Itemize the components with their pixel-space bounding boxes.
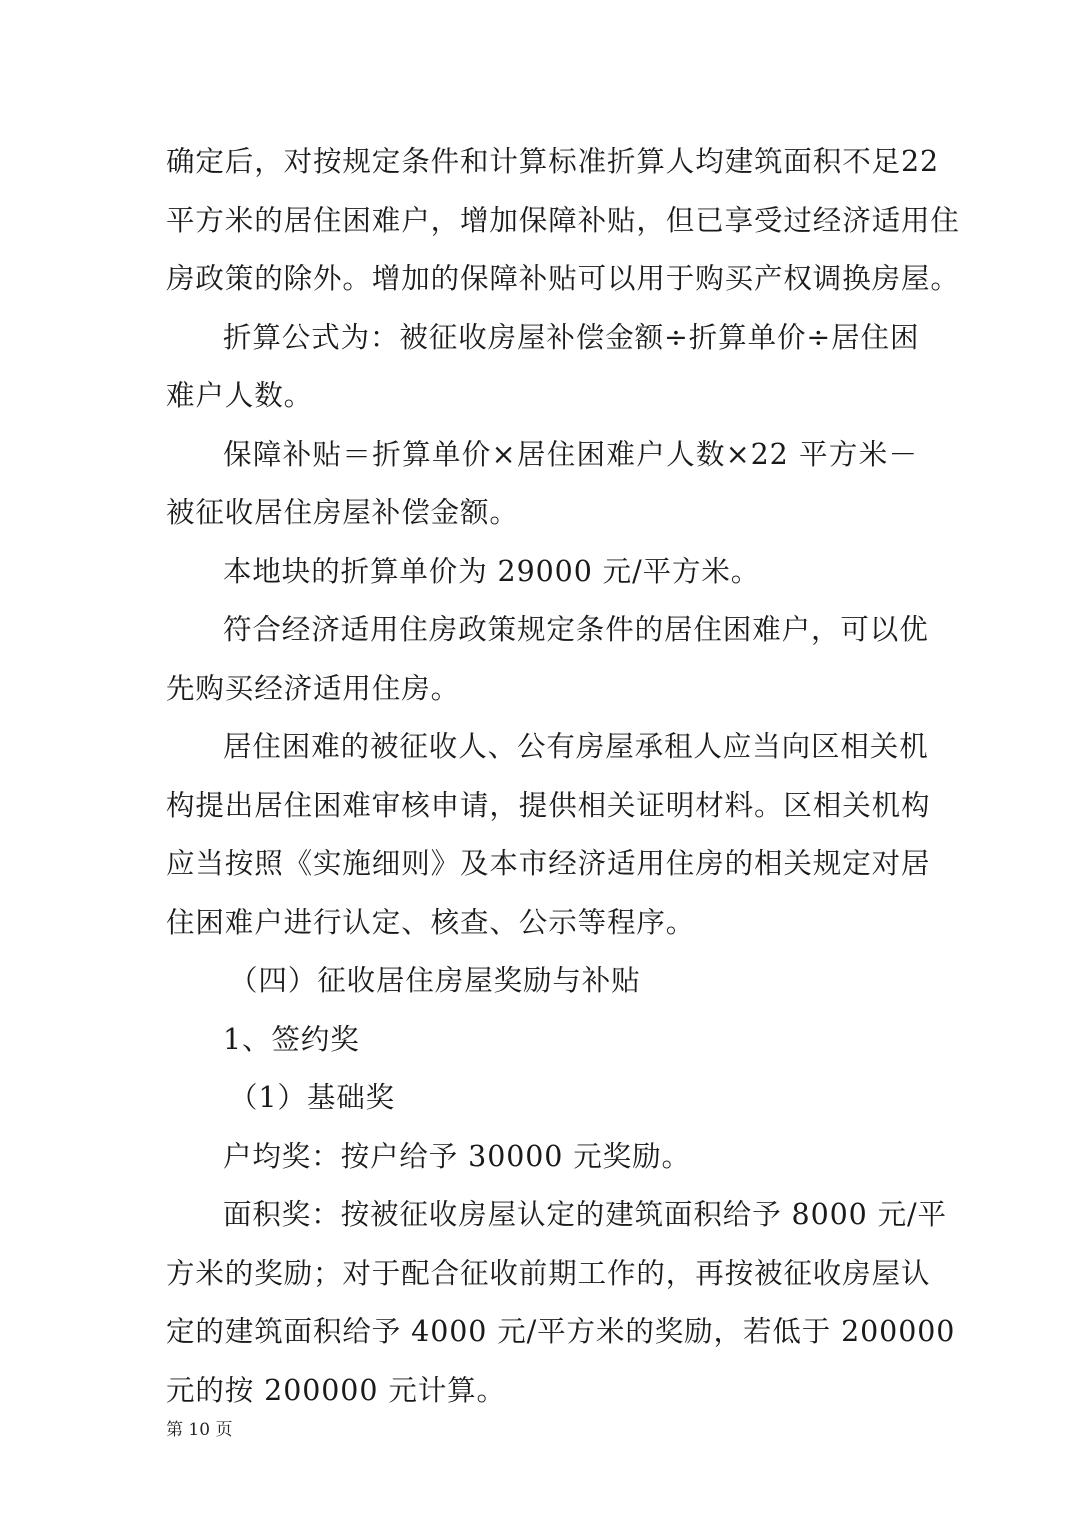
section-heading: （四）征收居住房屋奖励与补贴 (229, 964, 641, 997)
paragraph-line: 先购买经济适用住房。 (166, 671, 461, 705)
paragraph-line: 构提出居住困难审核申请，提供相关证明材料。区相关机构 (166, 788, 931, 822)
area-award-line: 定的建筑面积给予 4000 元/平方米的奖励，若低于 200000 (166, 1315, 956, 1348)
paragraph-line: 住困难户进行认定、核查、公示等程序。 (166, 905, 696, 939)
area-award-line: 方米的奖励；对于配合征收前期工作的，再按被征收房屋认 (166, 1256, 931, 1290)
subsection-heading: 1、签约奖 (223, 1022, 360, 1056)
page-number: 第 10 页 (166, 1420, 233, 1440)
paragraph-line: 应当按照《实施细则》及本市经济适用住房的相关规定对居 (166, 847, 931, 880)
paragraph-line: 居住困难的被征收人、公有房屋承租人应当向区相关机 (223, 730, 929, 763)
document-body (166, 133, 960, 1420)
subsidy-formula-line: 保障补贴＝折算单价×居住困难户人数×22 平方米－ (223, 437, 918, 471)
paragraph-line: 符合经济适用住房政策规定条件的居住困难户，可以优 (223, 613, 929, 646)
paragraph-line: 确定后，对按规定条件和计算标准折算人均建筑面积不足22 (166, 145, 940, 178)
household-award-line: 户均奖：按户给予 30000 元奖励。 (223, 1139, 691, 1173)
subsidy-formula-line: 被征收居住房屋补偿金额。 (166, 496, 519, 529)
formula-paragraph-line: 难户人数。 (166, 379, 314, 412)
area-award-line: 面积奖：按被征收房屋认定的建筑面积给予 8000 元/平 (223, 1198, 947, 1231)
subsection-heading: （1）基础奖 (229, 1081, 396, 1114)
area-award-line: 元的按 200000 元计算。 (166, 1373, 506, 1407)
paragraph-line: 平方米的居住困难户，增加保障补贴，但已享受过经济适用住 (166, 203, 960, 237)
unit-price-line: 本地块的折算单价为 29000 元/平方米。 (223, 554, 761, 588)
paragraph-line: 房政策的除外。增加的保障补贴可以用于购买产权调换房屋。 (166, 262, 960, 295)
formula-paragraph-line: 折算公式为：被征收房屋补偿金额÷折算单价÷居住困 (223, 320, 920, 354)
